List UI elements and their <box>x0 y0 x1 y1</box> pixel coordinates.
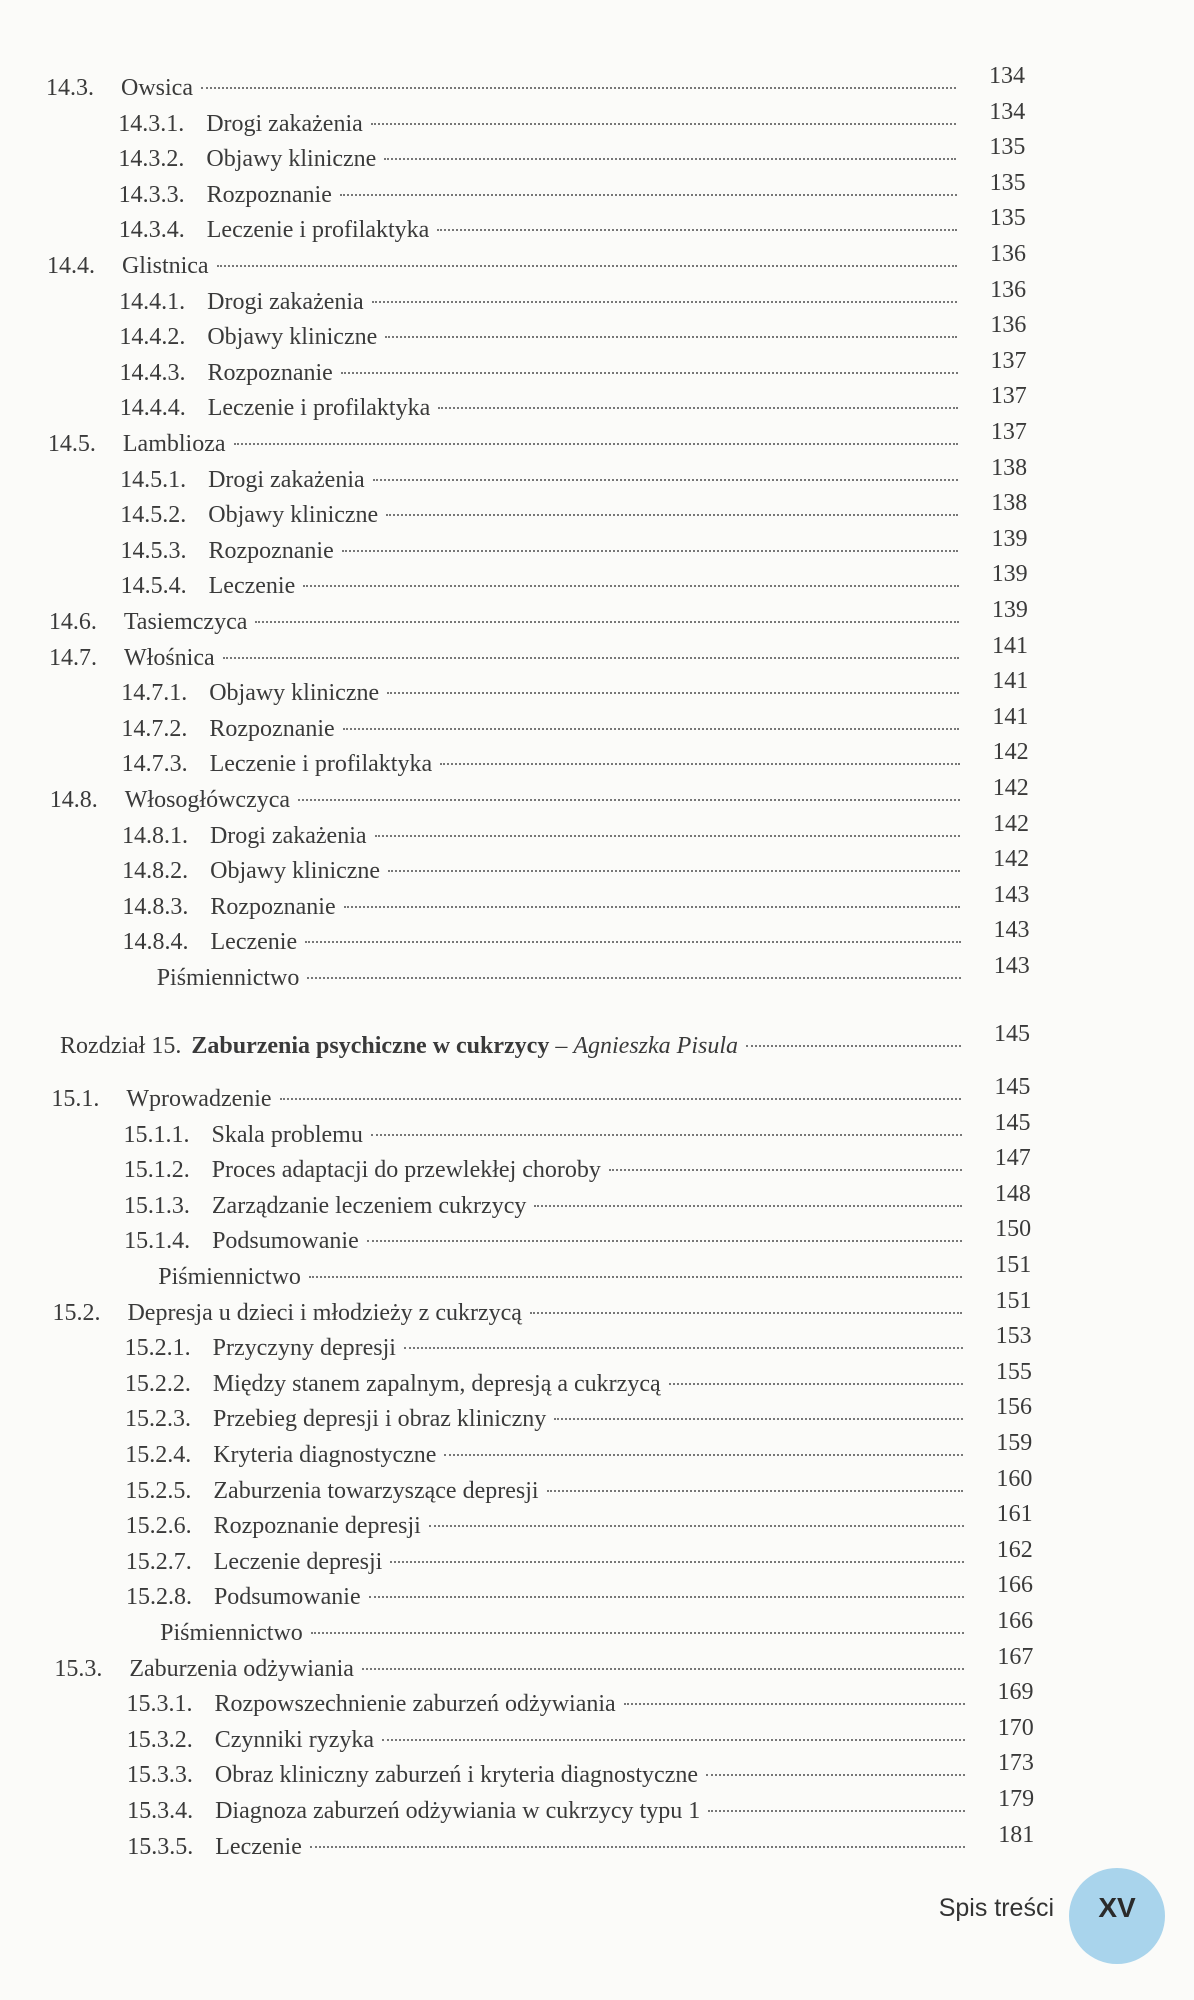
entry-page-number: 169 <box>997 1679 1034 1706</box>
toc-entry <box>50 784 966 816</box>
toc-entry <box>49 606 965 638</box>
entry-title: Leczenie i profilaktyka <box>207 395 431 422</box>
entry-number: 14.3.3. <box>118 181 185 208</box>
entry-number: 14.4.1. <box>119 288 186 315</box>
toc-entry <box>46 72 962 104</box>
entry-number: 15.1.1. <box>123 1121 190 1148</box>
dot-leader <box>373 479 958 481</box>
entry-title: Przyczyny depresji <box>212 1335 396 1362</box>
entry-number: 14.5.4. <box>120 573 187 600</box>
dot-leader <box>367 1240 962 1242</box>
entry-number: 14.5.3. <box>120 537 187 564</box>
entry-number: 14.3.2. <box>118 146 185 173</box>
dot-leader <box>362 1668 964 1670</box>
entry-page-number: 160 <box>996 1465 1033 1492</box>
toc-entry <box>121 677 965 709</box>
dot-leader <box>341 372 958 374</box>
toc-entry <box>124 1190 968 1222</box>
entry-page-number: 162 <box>996 1536 1033 1563</box>
dot-leader <box>386 514 958 516</box>
page-number-badge: XV <box>1069 1868 1165 1964</box>
toc-entry <box>126 1581 970 1613</box>
entry-page-number: 166 <box>996 1572 1033 1599</box>
dot-leader <box>343 728 960 730</box>
entry-number: 15.2.6. <box>125 1513 192 1540</box>
dot-leader <box>385 336 957 338</box>
entry-title: Objawy kliniczne <box>210 858 381 885</box>
dot-leader <box>201 87 956 89</box>
entry-title: Leczenie i profilaktyka <box>209 751 433 778</box>
entry-page-number: 170 <box>997 1714 1034 1741</box>
entry-title: Obraz kliniczny zaburzeń i kryteria diagnostyczne <box>214 1762 699 1789</box>
dot-leader <box>534 1205 962 1207</box>
toc-entry <box>48 428 964 460</box>
dot-leader <box>530 1312 963 1314</box>
entry-title: Włośnica <box>124 644 215 671</box>
dot-leader <box>429 1525 964 1527</box>
entry-page-number: 142 <box>992 810 1029 837</box>
dot-leader <box>309 1276 962 1278</box>
entry-number: 14.5.2. <box>120 502 187 529</box>
entry-title: Rozpoznanie <box>207 359 333 386</box>
entry-title: Rozpoznanie depresji <box>213 1513 421 1540</box>
entry-number: 15.1.2. <box>123 1157 190 1184</box>
entry-number: 14.4. <box>46 253 95 279</box>
entry-page-number: 161 <box>996 1501 1033 1528</box>
dot-leader <box>624 1703 965 1705</box>
page-footer <box>854 1868 1194 1948</box>
entry-page-number: 142 <box>993 846 1030 873</box>
entry-title: Leczenie <box>208 573 296 600</box>
entry-page-number: 139 <box>991 525 1028 552</box>
entry-page-number: 138 <box>991 454 1028 481</box>
entry-number: 15.2.5. <box>125 1477 192 1504</box>
dot-leader <box>375 835 960 837</box>
entry-title: Leczenie depresji <box>213 1548 383 1575</box>
entry-title: Leczenie i profilaktyka <box>206 217 430 244</box>
footer-section-label: Spis treści <box>938 1894 1054 1922</box>
entry-page-number: 139 <box>991 561 1028 588</box>
dot-leader <box>280 1098 962 1100</box>
toc-entry <box>120 392 964 424</box>
entry-page-number: 142 <box>992 775 1029 801</box>
entry-title: Kryteria diagnostyczne <box>213 1442 437 1468</box>
entry-page-number: 136 <box>990 276 1027 303</box>
toc-entry <box>121 713 965 745</box>
toc-entry <box>127 1759 971 1791</box>
entry-title: Drogi zakażenia <box>209 822 367 849</box>
dot-leader <box>371 123 956 125</box>
dot-leader <box>217 265 957 267</box>
entry-page-number: 134 <box>989 63 1025 89</box>
toc-entry <box>120 357 964 389</box>
toc-entry <box>126 1510 970 1542</box>
entry-page-number: 136 <box>989 241 1026 267</box>
entry-page-number: 143 <box>993 881 1030 908</box>
dot-leader <box>706 1774 965 1776</box>
dot-leader <box>387 692 959 694</box>
toc-entry <box>54 1653 970 1685</box>
entry-title: Zaburzenia towarzyszące depresji <box>213 1477 539 1504</box>
entry-number: 15.2.3. <box>125 1406 192 1433</box>
dot-leader <box>303 585 958 587</box>
entry-page-number: 147 <box>994 1145 1031 1172</box>
dot-leader <box>708 1810 965 1812</box>
entry-page-number: 150 <box>995 1216 1032 1243</box>
entry-title: Drogi zakażenia <box>207 288 364 315</box>
dot-leader <box>609 1169 962 1171</box>
entry-page-number: 137 <box>990 419 1027 445</box>
toc-entry <box>118 108 962 140</box>
dot-leader <box>438 407 957 409</box>
entry-title: Tasiemczyca <box>123 609 248 635</box>
toc-entry <box>47 250 963 282</box>
dot-leader <box>342 550 959 552</box>
dot-leader <box>547 1490 964 1492</box>
entry-title: Owsica <box>121 75 193 101</box>
entry-number: 15.2.7. <box>125 1548 192 1575</box>
entry-number: 15.3.1. <box>126 1691 193 1718</box>
entry-title: Piśmiennictwo <box>158 1264 301 1290</box>
toc-entry <box>125 1332 969 1364</box>
entry-title: Wprowadzenie <box>126 1086 272 1112</box>
entry-title: Rozpowszechnienie zaburzeń odżywiania <box>214 1691 616 1718</box>
toc-entry <box>125 1439 969 1471</box>
toc-entry <box>52 1297 968 1329</box>
entry-page-number: 138 <box>991 490 1028 517</box>
entry-page-number: 145 <box>994 1109 1031 1136</box>
toc-entry <box>125 1368 969 1400</box>
entry-number: 14.8.3. <box>122 893 189 920</box>
entry-title: Rozpoznanie <box>208 537 334 564</box>
entry-title: Zarządzanie leczeniem cukrzycy <box>211 1192 527 1219</box>
entry-title: Proces adaptacji do przewlekłej choroby <box>211 1157 601 1184</box>
dot-leader <box>669 1383 963 1385</box>
entry-page-number: 139 <box>991 597 1028 623</box>
entry-number: Rozdział 15. <box>60 1033 182 1059</box>
entry-title: Objawy kliniczne <box>207 324 378 351</box>
entry-page-number: 135 <box>989 134 1026 161</box>
entry-number: 14.3. <box>46 75 94 101</box>
entry-title: Zaburzenia psychiczne w cukrzycy <box>191 1033 550 1059</box>
dot-leader <box>234 443 958 445</box>
entry-page-number: 179 <box>998 1786 1035 1812</box>
entry-number: 14.4.4. <box>119 395 186 422</box>
entry-title: Lamblioza <box>122 431 226 457</box>
toc-entry <box>125 1475 969 1507</box>
entry-page-number: 173 <box>997 1750 1034 1777</box>
toc-entry <box>119 214 963 246</box>
entry-page-number: 145 <box>994 1021 1031 1047</box>
dot-leader <box>305 941 960 943</box>
entry-page-number: 156 <box>996 1394 1033 1421</box>
entry-number: 15.3.5. <box>127 1833 194 1860</box>
dot-leader <box>307 977 960 979</box>
entry-page-number: 153 <box>995 1323 1032 1350</box>
entry-title: Objawy kliniczne <box>206 146 377 173</box>
toc-entry <box>124 1154 968 1186</box>
dot-leader <box>310 1846 965 1848</box>
dot-leader <box>388 870 960 872</box>
dot-leader <box>384 158 956 160</box>
dot-leader <box>371 1134 962 1136</box>
dot-leader <box>369 1596 964 1598</box>
dot-leader <box>372 301 957 303</box>
entry-page-number: 143 <box>993 917 1030 944</box>
entry-title: Rozpoznanie <box>210 893 336 920</box>
toc-entry <box>127 1688 971 1720</box>
entry-page-number: 137 <box>990 347 1027 374</box>
entry-number: 15.2.8. <box>125 1584 192 1611</box>
toc-entry <box>123 926 967 958</box>
toc-entry <box>49 642 965 674</box>
toc-entry <box>122 855 966 887</box>
dot-leader <box>255 621 958 623</box>
entry-number: 14.8.1. <box>121 822 188 849</box>
entry-page-number: 181 <box>998 1821 1035 1848</box>
entry-number: 15.2.2. <box>124 1370 191 1397</box>
dot-leader <box>444 1454 963 1456</box>
entry-page-number: 134 <box>989 98 1026 125</box>
toc-entry <box>118 143 962 175</box>
entry-number: 15.3.4. <box>127 1798 194 1824</box>
entry-number: 14.3.4. <box>118 217 185 244</box>
entry-title: Włosogłówczyca <box>124 787 291 813</box>
toc-entry <box>120 464 964 496</box>
toc-entry <box>157 962 967 994</box>
entry-title: Objawy kliniczne <box>209 680 380 707</box>
toc-entry <box>119 179 963 211</box>
dot-leader <box>298 799 960 801</box>
entry-author: Agnieszka Pisula <box>573 1033 738 1059</box>
entry-page-number: 141 <box>992 668 1029 695</box>
entry-title: Przebieg depresji i obraz kliniczny <box>213 1406 547 1433</box>
entry-number: 14.7. <box>49 644 97 671</box>
entry-number: 15.2.1. <box>124 1335 191 1362</box>
toc-entry <box>120 535 964 567</box>
entry-number: 14.8.2. <box>122 858 189 885</box>
dot-leader <box>223 657 959 659</box>
author-separator: – <box>549 1033 574 1059</box>
entry-title: Podsumowanie <box>212 1228 359 1255</box>
entry-page-number: 166 <box>997 1608 1034 1634</box>
dot-leader <box>340 194 957 196</box>
entry-page-number: 135 <box>989 169 1026 196</box>
entry-page-number: 148 <box>994 1180 1031 1207</box>
entry-number: 14.7.1. <box>121 680 188 707</box>
entry-number: 14.5. <box>47 431 96 457</box>
entry-title: Depresja u dzieci i młodzieży z cukrzycą <box>127 1299 522 1326</box>
toc-entry <box>127 1724 971 1756</box>
entry-number: 14.7.2. <box>121 715 188 742</box>
entry-number: 15.2.4. <box>125 1442 192 1468</box>
dot-leader <box>311 1632 964 1634</box>
entry-page-number: 135 <box>989 205 1026 232</box>
entry-title: Drogi zakażenia <box>206 110 363 137</box>
toc-entry <box>160 1617 970 1649</box>
entry-page-number: 151 <box>995 1252 1032 1278</box>
dot-leader <box>554 1418 963 1420</box>
entry-page-number: 167 <box>997 1643 1034 1670</box>
entry-number: 14.8.4. <box>122 929 189 956</box>
entry-page-number: 151 <box>995 1287 1032 1314</box>
entry-page-number: 137 <box>990 383 1027 410</box>
toc-entry <box>158 1261 968 1293</box>
entry-title: Piśmiennictwo <box>156 965 300 991</box>
toc-entry <box>127 1795 971 1827</box>
dot-leader <box>344 906 961 908</box>
toc-entry <box>122 820 966 852</box>
entry-page-number: 143 <box>993 953 1030 979</box>
entry-title: Drogi zakażenia <box>208 466 365 493</box>
entry-page-number: 145 <box>994 1074 1031 1100</box>
toc-entry <box>127 1831 971 1863</box>
toc-entry <box>124 1225 968 1257</box>
dot-leader <box>382 1739 965 1741</box>
toc-entry <box>124 1119 968 1151</box>
entry-number: 15.1.3. <box>123 1192 190 1219</box>
dot-leader <box>404 1347 963 1349</box>
entry-title: Rozpoznanie <box>209 715 335 742</box>
entry-title: Podsumowanie <box>213 1584 361 1611</box>
toc-entry <box>51 1083 967 1115</box>
entry-number: 15.2. <box>52 1299 101 1326</box>
entry-page-number: 141 <box>992 703 1029 730</box>
toc-entry <box>126 1546 970 1578</box>
entry-number: 15.3.3. <box>126 1762 193 1789</box>
entry-number: 15.1. <box>51 1086 100 1112</box>
dot-leader <box>437 229 956 231</box>
entry-title: Czynniki ryzyka <box>214 1726 374 1753</box>
toc-entry <box>119 286 963 318</box>
entry-number: 14.5.1. <box>120 466 187 493</box>
entry-title: Leczenie <box>210 929 298 956</box>
toc-entry <box>125 1403 969 1435</box>
entry-number: 14.8. <box>49 787 98 813</box>
entry-page-number: 155 <box>995 1358 1032 1385</box>
entry-number: 14.4.3. <box>119 359 186 386</box>
entry-title: Między stanem zapalnym, depresją a cukrzycą <box>212 1370 661 1397</box>
entry-page-number: 159 <box>996 1430 1033 1456</box>
toc-entry <box>121 570 965 602</box>
entry-number: 15.3.2. <box>126 1726 193 1753</box>
toc-entry <box>120 499 964 531</box>
entry-title: Glistnica <box>121 253 209 279</box>
entry-title: Skala problemu <box>211 1121 363 1148</box>
entry-number: 14.6. <box>48 609 97 635</box>
entry-page-number: 136 <box>990 312 1027 339</box>
entry-title: Rozpoznanie <box>206 181 332 208</box>
entry-number: 14.7.3. <box>121 751 188 778</box>
entry-title: Diagnoza zaburzeń odżywiania w cukrzycy typu 1 <box>215 1798 701 1824</box>
toc-entry <box>122 748 966 780</box>
entry-number: 14.3.1. <box>118 110 185 137</box>
entry-title: Piśmiennictwo <box>160 1620 303 1646</box>
entry-number: 15.1.4. <box>124 1228 191 1255</box>
dot-leader <box>390 1561 963 1563</box>
dot-leader <box>440 763 959 765</box>
entry-page-number: 142 <box>992 739 1029 766</box>
entry-title: Zaburzenia odżywiania <box>129 1655 354 1682</box>
entry-number: 15.3. <box>54 1655 103 1682</box>
dot-leader <box>746 1045 961 1047</box>
entry-number: 14.4.2. <box>119 324 186 351</box>
entry-page-number: 141 <box>992 632 1028 659</box>
toc-entry <box>119 321 963 353</box>
chapter-heading-row <box>60 1030 967 1062</box>
entry-title: Leczenie <box>215 1833 302 1860</box>
entry-title: Objawy kliniczne <box>208 502 379 529</box>
toc-entry <box>122 891 966 923</box>
